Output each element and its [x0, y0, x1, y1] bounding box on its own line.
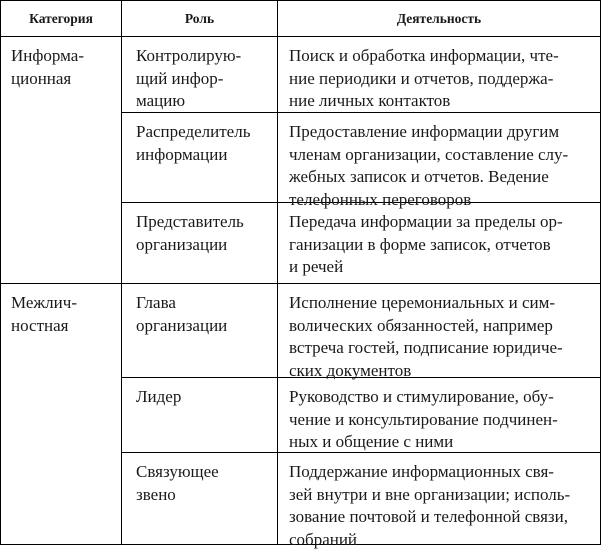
role-cell: Представитель организации — [136, 212, 244, 254]
header-category: Категория — [29, 11, 93, 26]
role-cell: Распределитель информации — [136, 122, 251, 164]
activity-cell: Предоставление информации другим членам организации, составление слу- жебных записок и отчетов. Ведение телефонных переговоров — [289, 122, 569, 209]
header-activity: Деятельность — [396, 11, 482, 26]
table-header-row — [1, 1, 600, 37]
category-cell: Информа- ционная — [11, 46, 84, 88]
header-role: Роль — [184, 11, 215, 26]
role-cell: Связующее звено — [136, 462, 219, 504]
role-cell: Глава организации — [136, 293, 228, 335]
activity-cell: Поиск и обработка информации, чте- ние периодики и отчетов, поддержа- ние личных контактов — [289, 46, 559, 110]
activity-cell: Исполнение церемониальных и сим- волических обязанностей, например встреча гостей, подписание юридиче- ских документов — [289, 293, 563, 380]
activity-cell: Передача информации за пределы ор- ганизации в форме записок, отчетов и речей — [289, 212, 563, 276]
column-divider — [277, 1, 278, 544]
activity-cell: Руководство и стимулирование, обу- чение и консультирование подчинен- ных и общение с ними — [289, 387, 558, 451]
category-cell: Межлич- ностная — [11, 293, 77, 335]
column-divider — [121, 1, 122, 544]
role-cell: Лидер — [136, 387, 182, 406]
activity-cell: Поддержание информационных свя- зей внутри и вне организации; исполь- зование почтовой и телефонной связи, собраний — [289, 462, 571, 549]
group-divider — [1, 283, 600, 284]
role-cell: Контролирую- щий инфор- мацию — [136, 46, 242, 110]
